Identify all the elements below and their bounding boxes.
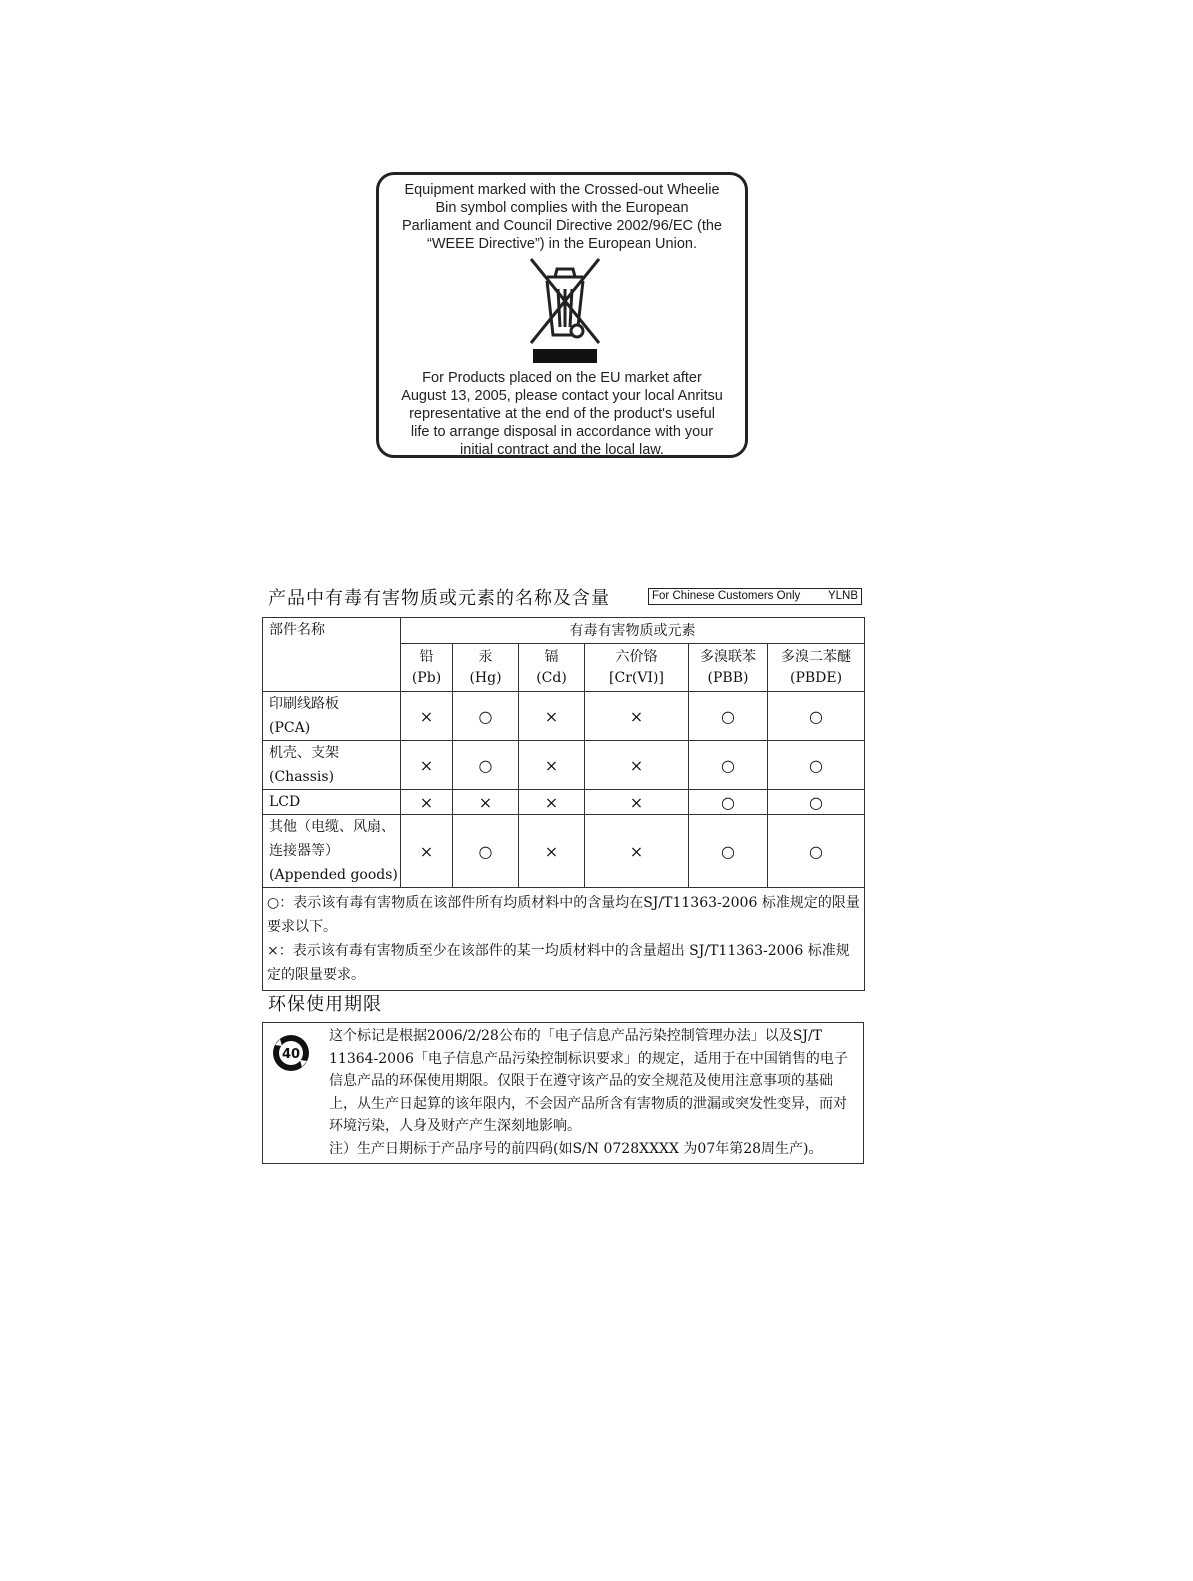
env-period-text [329,1025,859,1161]
notes-row [263,888,865,991]
weee-line: initial contract and the local law. [460,442,664,458]
table-row [263,815,865,888]
env-period-box [262,1022,864,1164]
header-substance [585,644,689,692]
mark-cell: × [519,741,585,790]
part-name-cell [263,692,401,741]
substance-name: 镉 [544,648,559,665]
weee-line: life to arrange disposal in accordance with your [410,424,714,440]
part-name-line: 印刷线路板 [269,696,339,712]
weee-line: Equipment marked with the Crossed-out Wheelie [404,182,720,198]
weee-line: Parliament and Council Directive 2002/96/EC (the [402,218,722,234]
part-name-line: 机壳、支架 [269,745,339,761]
substance-symbol: (Hg) [469,669,502,686]
header-substance [768,644,865,692]
mark-cell: × [519,815,585,888]
mark-cell: ○ [453,692,519,741]
substance-name: 多溴二苯醚 [781,648,852,665]
mark-cell: ○ [453,815,519,888]
mark-cell: ○ [768,741,865,790]
header-part-name: 部件名称 [263,618,401,692]
weee-notice-box [376,172,748,458]
mark-cell: × [585,692,689,741]
env-paragraph: 这个标记是根据2006/2/28公布的「电子信息产品污染控制管理办法」以及SJ/T 11364-2006「电子信息产品污染控制标识要求」的规定，适用于在中国销售的电子信息产品的环保使用期限。仅限于在遵守该产品的安全规范及使用注意事项的基础上，从生产日起算的该年限内，不会因产品所含有害物质的泄漏或突发性变异，而对环境污染，人身及财产产生深刻地影响。 [329,1028,848,1135]
part-name-line: (Chassis) [269,769,335,785]
crossed-out-wheelie-bin-icon [527,255,603,367]
part-name-line: (PCA) [269,720,311,736]
mark-cell: ○ [689,790,768,815]
hazardous-substances-title: 产品中有毒有害物质或元素的名称及含量 [268,588,610,609]
mark-cell: × [401,741,453,790]
substance-symbol: (Cd) [536,669,567,686]
part-name-line: LCD [269,794,301,810]
part-name-cell [263,790,401,815]
substance-name: 汞 [478,648,493,665]
part-name-line: 其他（电缆、风扇、 [269,819,395,835]
weee-line: August 13, 2005, please contact your local Anritsu [401,388,723,404]
mark-cell: × [519,692,585,741]
mark-cell: × [519,790,585,815]
mark-cell: ○ [689,692,768,741]
table-row [263,790,865,815]
note-cross: ×：表示该有毒有害物质至少在该部件的某一均质材料中的含量超出 SJ/T11363-2006 标准规定的限量要求。 [267,943,850,983]
logo-number: 40 [281,1047,301,1062]
header-substance [519,644,585,692]
mark-cell: ○ [768,692,865,741]
weee-line: representative at the end of the product's useful [409,406,715,422]
header-substance [453,644,519,692]
part-name-cell [263,815,401,888]
substance-name: 多溴联苯 [700,648,756,665]
mark-cell: ○ [768,790,865,815]
mark-cell: ○ [689,741,768,790]
mark-cell: ○ [453,741,519,790]
chinese-only-text: For Chinese Customers Only [652,590,801,602]
note-circle: ○：表示该有毒有害物质在该部件所有均质材料中的含量均在SJ/T11363-2006 标准规定的限量要求以下。 [267,895,860,935]
substance-symbol: (Pb) [411,669,442,686]
mark-cell: × [453,790,519,815]
header-substance [689,644,768,692]
epup-40-logo-icon [271,1033,311,1073]
env-period-title: 环保使用期限 [268,994,382,1015]
weee-top-text [385,181,739,253]
mark-cell: × [585,741,689,790]
env-note: 注）生产日期标于产品序号的前四码(如S/N 0728XXXX 为07年第28周生产)。 [329,1140,823,1157]
weee-line: Bin symbol complies with the European [435,200,689,216]
mark-cell: × [585,815,689,888]
substance-name: 六价铬 [615,648,658,665]
weee-line: “WEEE Directive”) in the European Union. [427,236,697,252]
substance-symbol: [Cr(VI)] [609,669,664,686]
substance-symbol: (PBDE) [789,669,843,686]
part-name-cell [263,741,401,790]
chinese-only-code: YLNB [827,590,858,602]
notes-cell [263,888,865,991]
mark-cell: × [585,790,689,815]
substance-name: 铅 [419,648,434,665]
hazardous-substances-table [262,617,865,991]
part-name-line: (Appended goods) [269,867,398,883]
table-row [263,741,865,790]
header-substance-group: 有毒有害物质或元素 [401,618,865,644]
mark-cell: ○ [768,815,865,888]
mark-cell: ○ [689,815,768,888]
weee-line: For Products placed on the EU market after [422,370,702,386]
chinese-customers-only-label [648,588,862,605]
weee-bottom-text [385,369,739,459]
table-row [263,692,865,741]
part-name-line: 连接器等） [269,843,339,859]
substance-symbol: (PBB) [707,669,749,686]
mark-cell: × [401,790,453,815]
mark-cell: × [401,815,453,888]
header-substance [401,644,453,692]
mark-cell: × [401,692,453,741]
